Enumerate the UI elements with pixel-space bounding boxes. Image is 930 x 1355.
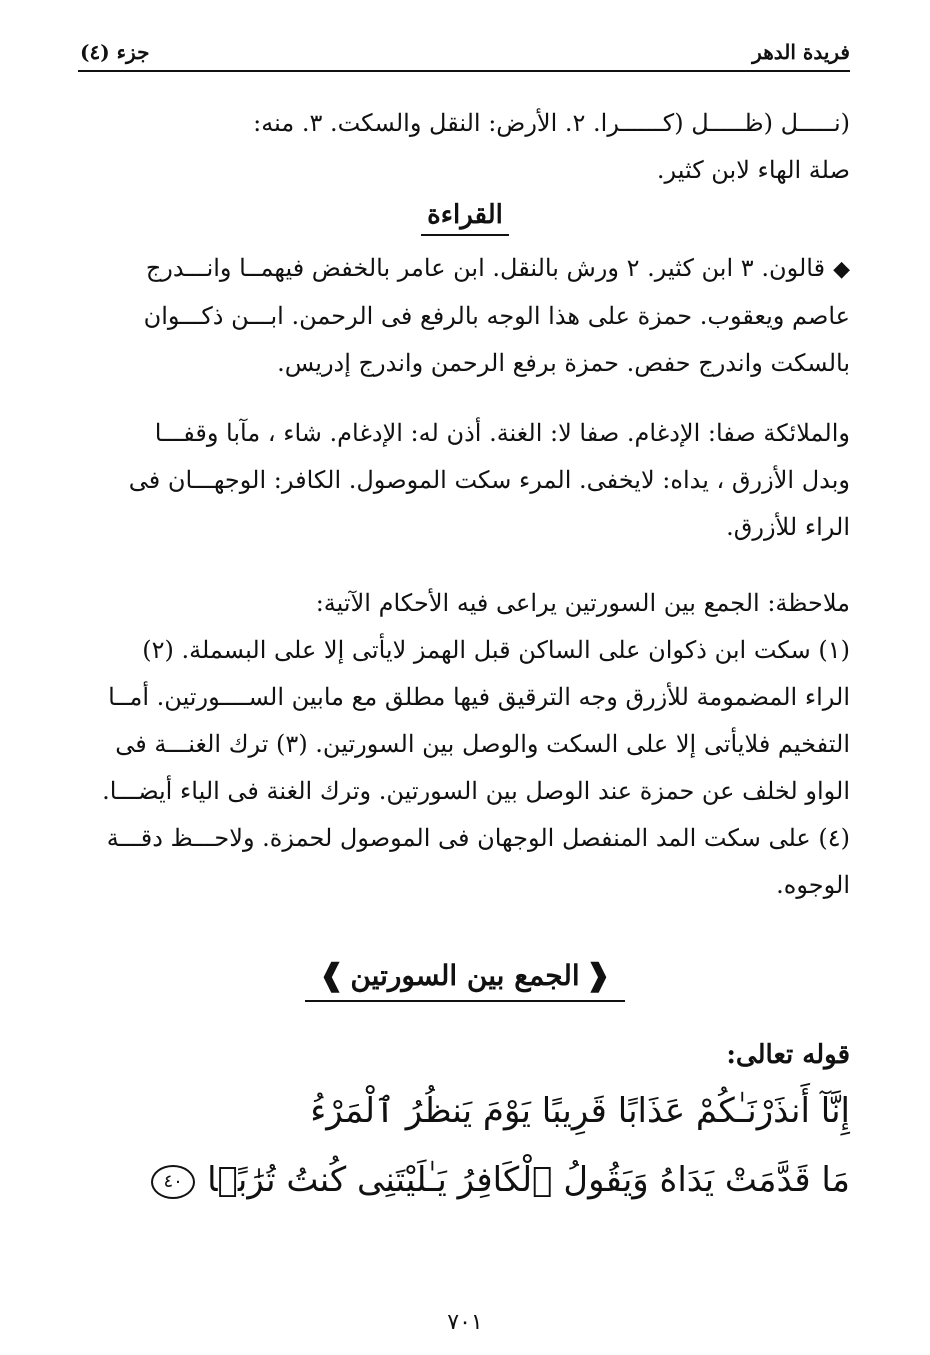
reading-line-text: قالون. ٣ ابن كثير. ٢ ورش بالنقل. ابن عامر بالخفض فيهمــا وانـــدرج	[145, 254, 826, 282]
note-line: الواو لخلف عن حمزة عند الوصل بين السورتين. وترك الغنة فى الياء أيضـــا.	[102, 777, 850, 805]
verse-line: إِنَّآ أَنذَرْنَـٰكُمْ عَذَابًا قَرِيبًا يَوْمَ يَنظُرُ ٱلْمَرْءُ	[310, 1091, 850, 1131]
note-line: (٤) على سكت المد المنفصل الوجهان فى الموصول لحمزة. ولاحـــظ دقـــة	[106, 824, 850, 852]
intro-line: (نـــــل (ظـــــل (كــــــرا. ٢. الأرض: النقل والسكت. ٣. منه:	[253, 109, 850, 137]
note-line: الوجوه.	[776, 871, 850, 899]
book-title: فريدة الدهر	[752, 40, 850, 64]
waqf-line: الراء للأزرق.	[726, 513, 850, 541]
bullet-diamond-icon: ◆	[833, 257, 850, 282]
note-line: الراء المضمومة للأزرق وجه الترقيق فيها مطلق مع مابين الســــورتين. أمــا	[108, 683, 850, 711]
part-number: جزء (٤)	[80, 40, 150, 64]
intro-line: صلة الهاء لابن كثير.	[656, 156, 850, 184]
note-line: التفخيم فلايأتى إلا على السكت والوصل بين السورتين. (٣) ترك الغنـــة فى	[115, 730, 850, 758]
verse-line	[100, 1160, 850, 1200]
section-title-box	[305, 959, 625, 1002]
waqf-line: والملائكة صفا: الإدغام. صفا لا: الغنة. أذن له: الإدغام. شاء ، مآبا وقفـــا	[154, 419, 850, 447]
reading-heading	[0, 200, 930, 230]
reading-paragraph	[100, 245, 850, 387]
section-title	[0, 958, 930, 993]
note-paragraph	[100, 580, 850, 909]
header-divider	[78, 70, 850, 72]
note-line: ملاحظة: الجمع بين السورتين يراعى فيه الأحكام الآتية:	[315, 589, 850, 617]
close-bracket-icon: ❱	[319, 958, 345, 993]
open-bracket-icon: ❰	[585, 958, 611, 993]
reading-line: بالسكت واندرج حفص. حمزة برفع الرحمن واندرج إدريس.	[277, 349, 850, 377]
intro-paragraph	[100, 100, 850, 194]
ayah-number-mark: ٤٠	[151, 1165, 195, 1199]
page-number: ٧٠١	[447, 1310, 483, 1335]
note-line: (١) سكت ابن ذكوان على الساكن قبل الهمز لايأتى إلا على البسملة. (٢)	[142, 636, 850, 664]
section-title-text: الجمع بين السورتين	[350, 959, 580, 992]
waqf-line: وبدل الأزرق ، يداه: لايخفى. المرء سكت الموصول. الكافر: الوجهـــان فى	[128, 466, 850, 494]
verse-line-text: مَا قَدَّمَتْ يَدَاهُ وَيَقُولُ ٱلْكَافِرُ يَـٰلَيْتَنِى كُنتُ تُرَٰبًۢا	[207, 1160, 850, 1200]
page-header	[80, 34, 850, 70]
reading-line	[100, 245, 850, 293]
waqf-paragraph	[100, 410, 850, 551]
verse-intro: قوله تعالى:	[726, 1040, 850, 1070]
reading-heading-text: القراءة	[421, 200, 509, 236]
reading-line: عاصم ويعقوب. حمزة على هذا الوجه بالرفع فى الرحمن. ابـــن ذكـــوان	[143, 302, 850, 330]
